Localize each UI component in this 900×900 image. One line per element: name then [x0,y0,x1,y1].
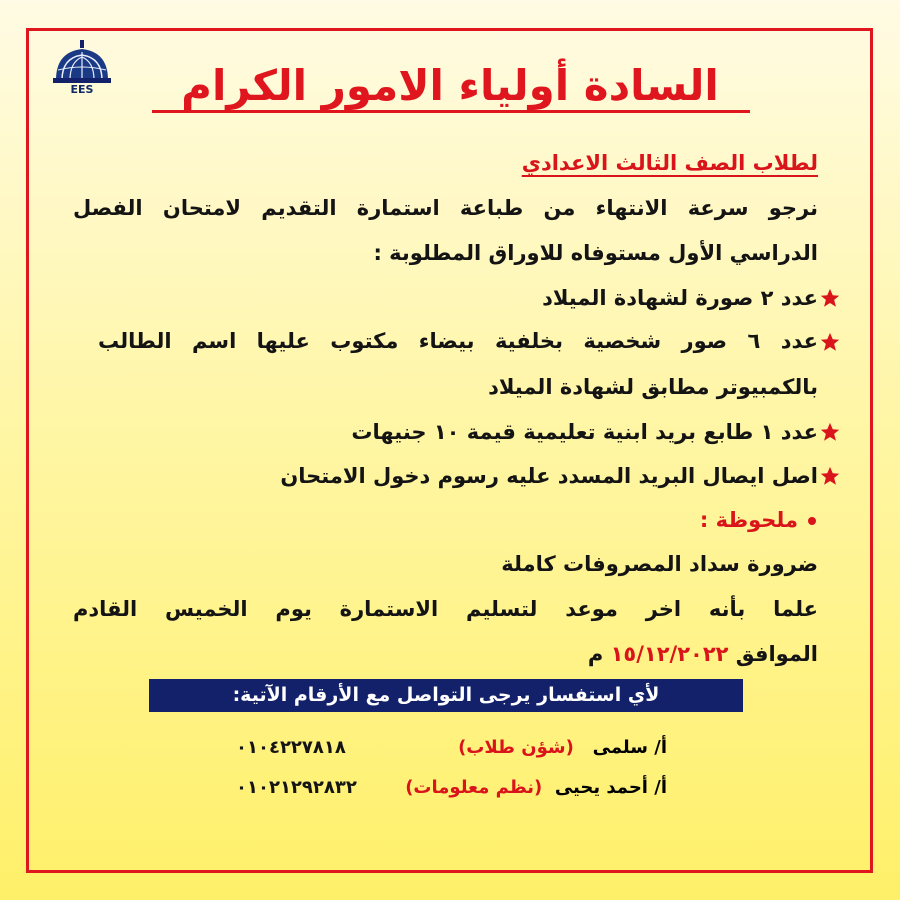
contact-row [458,735,667,761]
title-underline [152,110,750,113]
contact-banner: لأي استفسار يرجى التواصل مع الأرقام الآتية: [149,679,743,712]
logo-text: EES [70,83,94,96]
requirement-item: عدد ١ طابع بريد ابنية تعليمية قيمة ١٠ جنيهات [351,420,818,444]
contact-name: أ/ سلمى [592,737,667,758]
intro-line-2: الدراسي الأول مستوفاه للاوراق المطلوبة : [373,241,818,265]
requirement-item-continued: بالكمبيوتر مطابق لشهادة الميلاد [488,375,818,399]
star-bullet-icon [819,465,841,487]
note-line-2: علما بأنه اخر موعد لتسليم الاستمارة يوم الخميس القادم [73,597,818,621]
contact-role: (نظم معلومات) [405,777,543,798]
note-heading: ملحوظة : [699,508,798,532]
note-date: ١٥/١٢/٢٠٢٢ [610,642,729,666]
requirement-item: عدد ٢ صورة لشهادة الميلاد [542,286,818,310]
star-bullet-icon [819,287,841,309]
note-date-suffix: م [587,642,604,666]
contact-phone[interactable]: ٠١٠٢١٢٩٢٨٣٢ [236,777,357,798]
contact-name: أ/ أحمد يحيى [554,777,667,798]
contact-role: (شؤن طلاب) [458,737,574,758]
star-bullet-icon [819,331,841,353]
contact-row [405,775,667,801]
dome-icon [50,40,114,84]
note-line-1: ضرورة سداد المصروفات كاملة [501,552,818,576]
note-line-3 [588,639,818,669]
note-bullet-icon [808,517,816,525]
contact-phone[interactable]: ٠١٠٤٢٢٧٨١٨ [236,737,346,758]
note-date-prefix: الموافق [735,642,818,666]
audience-subtitle: لطلاب الصف الثالث الاعدادي [521,151,818,175]
school-logo [50,40,114,104]
star-bullet-icon [819,421,841,443]
page-title: السادة أولياء الامور الكرام [181,61,719,110]
requirement-item: اصل ايصال البريد المسدد عليه رسوم دخول الامتحان [280,464,818,488]
intro-line-1: نرجو سرعة الانتهاء من طباعة استمارة التقديم لامتحان الفصل [73,196,818,220]
requirement-item: عدد ٦ صور شخصية بخلفية بيضاء مكتوب عليها اسم الطالب [98,329,818,353]
